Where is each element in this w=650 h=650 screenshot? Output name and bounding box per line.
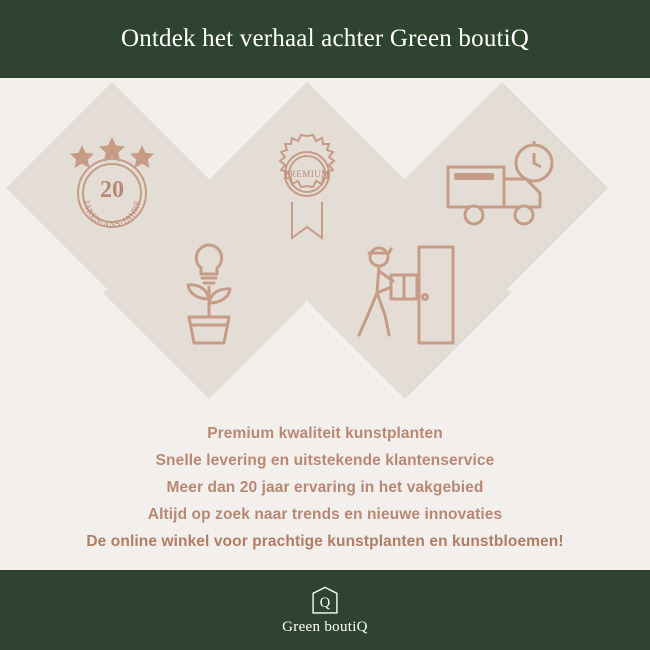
svg-text:Q: Q [319,594,331,611]
green-boutiq-monogram-icon [308,584,342,618]
footer-bar [0,570,650,650]
svg-text:JAREN-ANS-JAHRE: JAREN-ANS-JAHRE [81,198,143,229]
svg-text:PREMIUM: PREMIUM [284,168,330,179]
list-item: Altijd op zoek naar trends en nieuwe innovaties [147,506,503,523]
delivery-person-package-icon [345,231,465,356]
list-item: Premium kwaliteit kunstplanten [207,425,443,442]
page-title: Ontdek het verhaal achter Green boutiQ [120,25,530,52]
footer-brand: Green boutiQ [282,619,368,635]
benefit-list [0,420,650,555]
list-item: De online winkel voor prachtige kunstplanten en kunstbloemen! [86,533,564,550]
header-bar [0,0,650,78]
svg-text:20: 20 [100,176,124,203]
feature-diamond-grid [0,78,650,418]
list-item: Meer dan 20 jaar ervaring in het vakgebied [166,479,484,496]
list-item: Snelle levering en uitstekende klantenservice [155,452,495,469]
potted-plant-lightbulb-icon [159,231,259,356]
